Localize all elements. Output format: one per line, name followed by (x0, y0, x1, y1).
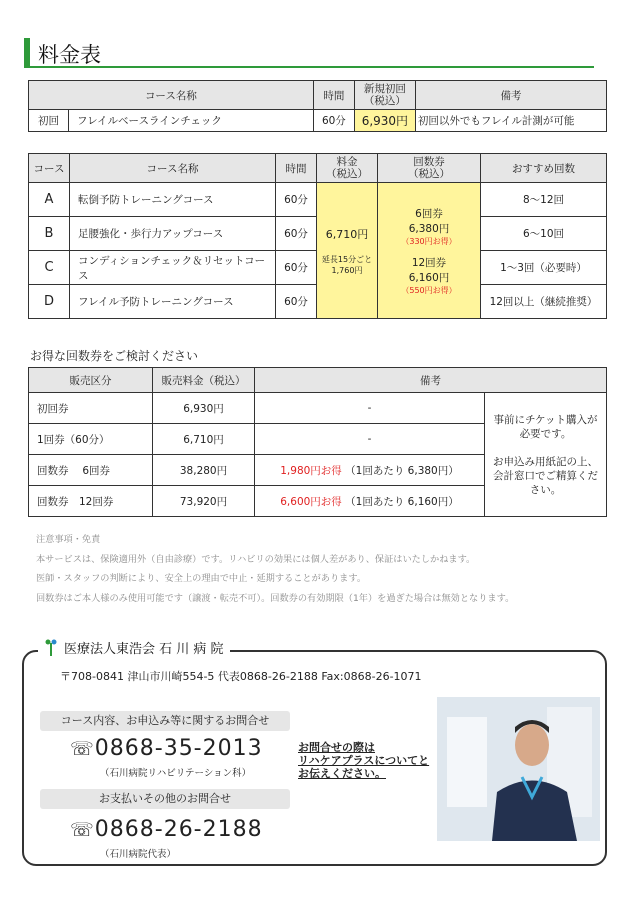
col-first-price: 新規初回 （税込） (354, 81, 415, 110)
col-remarks: 備考 (255, 368, 607, 393)
disclaimer-notes (36, 530, 514, 609)
sale-price: 73,920円 (153, 486, 255, 517)
hospital-logo-icon (44, 639, 58, 657)
course-time: 60分 (276, 251, 317, 285)
course-name: コンディションチェック＆リセットコース (70, 251, 276, 285)
course-note: 初回以外でもフレイル計測が可能 (415, 110, 606, 132)
note-line: 本サービスは、保険適用外（自由診療）です。リハビリの効果には個人差があり、保証はいたしかねます。 (36, 553, 476, 565)
recommended-count: 6～10回 (481, 217, 607, 251)
extension-label: 延長15分ごと (321, 254, 373, 264)
side-note-2: お申込み用紙記の上、会計窓口でご精算ください。 (493, 455, 598, 496)
page-title: 料金表 (38, 43, 101, 67)
course-name: 転倒予防トレーニングコース (70, 183, 276, 217)
ticket-table (28, 367, 607, 517)
inquiry1-phone[interactable]: 0868-35-2013 (94, 736, 263, 761)
recommended-count: 1～3回（必要時） (481, 251, 607, 285)
staff-photo (437, 697, 600, 841)
page-title-bar (24, 36, 594, 68)
remark: - (255, 393, 485, 424)
ticket6-price: 6,380円 (408, 222, 450, 235)
course-price: 6,930円 (354, 110, 415, 132)
phone-icon: ☏ (70, 819, 95, 841)
side-note (485, 393, 607, 517)
sale-type: 回数券 12回券 (29, 486, 153, 517)
table-row (29, 393, 607, 424)
col-course-name: コース名称 (70, 154, 276, 183)
course-code: A (29, 183, 70, 217)
ticket6-save: （330円お得） (401, 236, 457, 246)
inquiry1-phone-line[interactable] (70, 736, 263, 761)
sale-type: 回数券 6回券 (29, 455, 153, 486)
course-table (28, 153, 607, 319)
sale-price: 38,280円 (153, 455, 255, 486)
phone-icon: ☏ (70, 738, 95, 760)
inquiry1-label: コース内容、お申込み等に関するお問合せ (40, 711, 290, 731)
col-time: 時間 (313, 81, 354, 110)
course-code: C (29, 251, 70, 285)
col-course-name: コース名称 (29, 81, 314, 110)
first-visit-table (28, 80, 607, 132)
course-code: B (29, 217, 70, 251)
recommended-count: 12回以上（継続推奨） (481, 285, 607, 319)
course-code: D (29, 285, 70, 319)
remark (255, 486, 485, 517)
course-time: 60分 (276, 285, 317, 319)
inquiry2-phone[interactable]: 0868-26-2188 (94, 817, 263, 842)
remark (255, 455, 485, 486)
per-use: （1回あたり 6,160円） (345, 495, 459, 508)
notes-heading: 注意事項・免責 (36, 534, 101, 545)
hospital-name-text: 医療法人東浩会 石 川 病 院 (64, 642, 224, 657)
deal-amount: 6,600円お得 (280, 495, 342, 508)
ticket-subtitle: お得な回数券をご検討ください (30, 349, 199, 363)
course-name: フレイル予防トレーニングコース (70, 285, 276, 319)
table-row (29, 183, 607, 217)
side-note-1: 事前にチケット購入が必要です。 (493, 413, 598, 440)
course-time: 60分 (276, 217, 317, 251)
inquiry2-phone-line[interactable] (70, 817, 263, 842)
ticket-cell (378, 183, 481, 319)
row-label: 初回 (29, 110, 69, 132)
col-sale-price: 販売料金（税込） (153, 368, 255, 393)
course-name: フレイルベースラインチェック (69, 110, 314, 132)
sale-type: 1回券（60分） (29, 424, 153, 455)
ticket12-price: 6,160円 (408, 271, 450, 284)
note-line: 回数券はご本人様のみ使用可能です（譲渡・転売不可）。回数券の有効期限（1年）を過ぎた場合は無効となります。 (36, 593, 515, 605)
inquiry2-caption: （石川病院代表） (100, 849, 177, 860)
ticket12-save: （550円お得） (401, 285, 457, 295)
course-time: 60分 (313, 110, 354, 132)
col-recommended: おすすめ回数 (481, 154, 607, 183)
ticket12-label: 12回券 (411, 256, 447, 269)
col-course: コース (29, 154, 70, 183)
inquiry2-label: お支払いその他のお問合せ (40, 789, 290, 809)
extension-price: 1,760円 (331, 265, 363, 275)
inquiry-notice: お問合せの際は リハケアプラスについてと お伝えください。 (298, 741, 430, 780)
course-name: 足腰強化・歩行力アップコース (70, 217, 276, 251)
course-time: 60分 (276, 183, 317, 217)
recommended-count: 8～12回 (481, 183, 607, 217)
hospital-address: 〒708-0841 津山市川崎554-5 代表0868-26-2188 Fax:0868-26-1071 (60, 670, 422, 683)
sale-type: 初回券 (29, 393, 153, 424)
inquiry1-caption: （石川病院リハビリテーション科） (100, 768, 252, 779)
remark: - (255, 424, 485, 455)
title-accent-bar (24, 38, 30, 68)
ticket6-label: 6回券 (415, 207, 443, 220)
col-ticket: 回数券 （税込） (378, 154, 481, 183)
per-use: （1回あたり 6,380円） (345, 464, 459, 477)
deal-amount: 1,980円お得 (280, 464, 342, 477)
col-remarks: 備考 (415, 81, 606, 110)
col-sale-type: 販売区分 (29, 368, 153, 393)
hospital-name (38, 638, 230, 657)
course-price: 6,710円 (325, 227, 369, 241)
sale-price: 6,710円 (153, 424, 255, 455)
sale-price: 6,930円 (153, 393, 255, 424)
col-price: 料金 （税込） (317, 154, 378, 183)
note-line: 医師・スタッフの判断により、安全上の理由で中止・延期することがあります。 (36, 573, 367, 585)
col-time: 時間 (276, 154, 317, 183)
course-price-cell (317, 183, 378, 319)
